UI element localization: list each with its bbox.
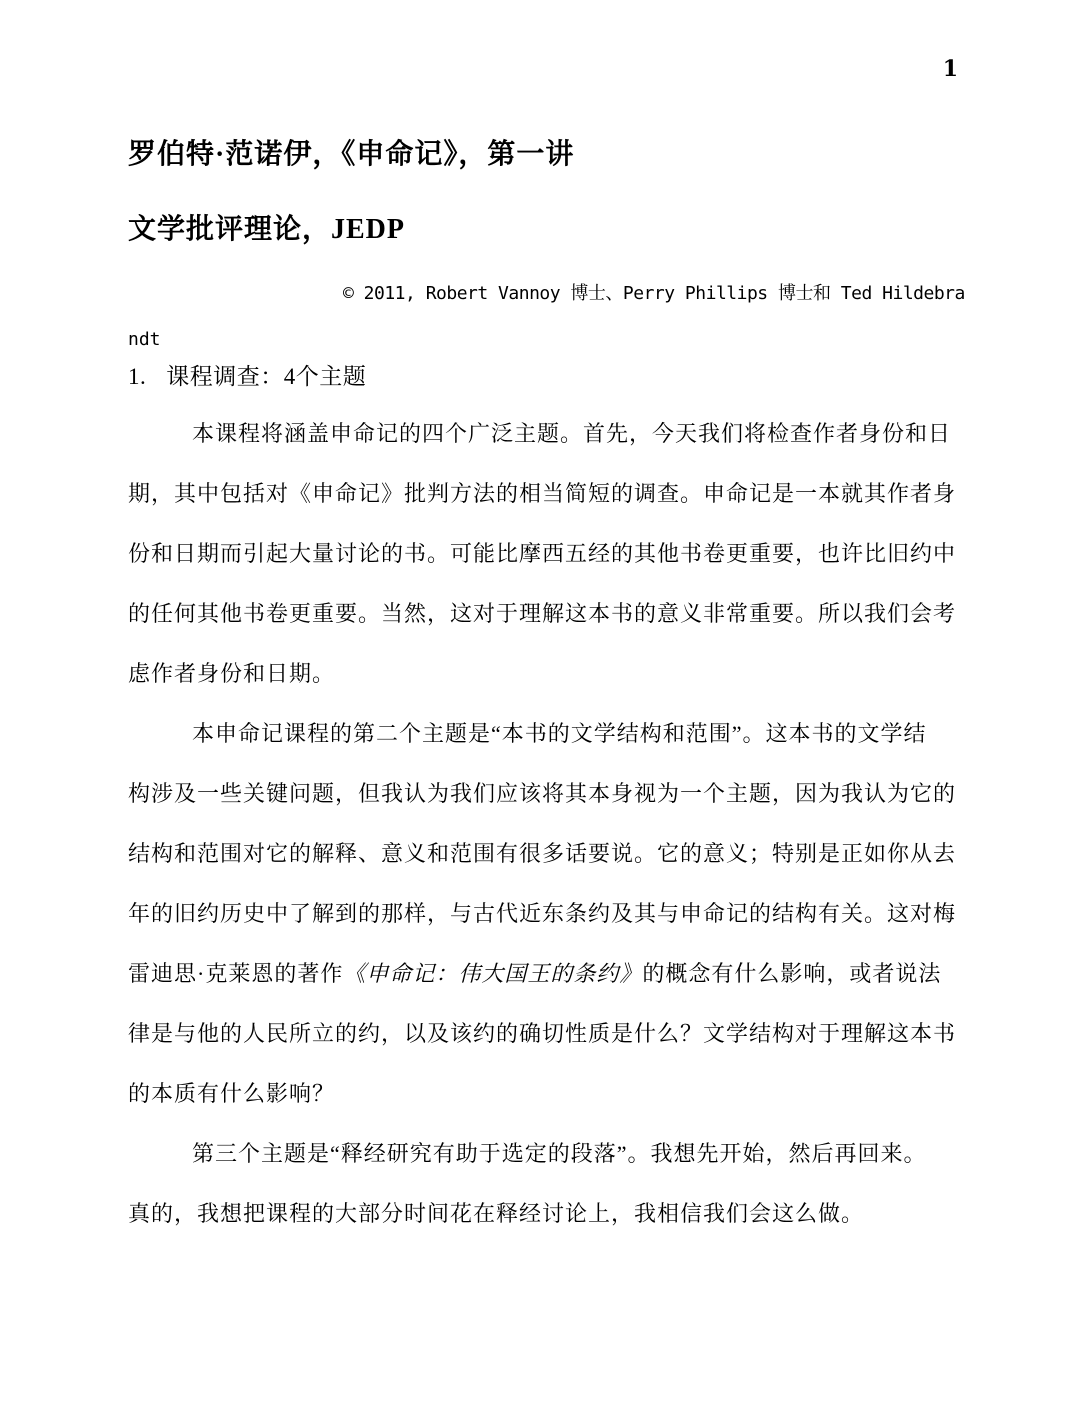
text-line: 构涉及一些关键问题，但我认为我们应该将其本身视为一个主题，因为我认为它的 [128, 781, 957, 806]
document-subtitle: 文学批评理论，JEDP [128, 214, 406, 245]
text-line: 第三个主题是“释经研究有助于选定的段落”。我想先开始，然后再回来。 [192, 1141, 927, 1166]
text-line: 真的，我想把课程的大部分时间花在释经讨论上，我相信我们会这么做。 [128, 1201, 865, 1226]
paragraph-3 [128, 1124, 958, 1244]
copyright-line: © 2011, Robert Vannoy 博士、Perry Phillips 博士和 Ted Hildebra [343, 283, 965, 304]
section-heading [128, 361, 958, 392]
text-segment: 的概念有什么影响，或者说法 [642, 961, 942, 986]
text-line: 期，其中包括对《申命记》批判方法的相当简短的调查。申命记是一本就其作者身 [128, 481, 957, 506]
paragraph-2 [128, 704, 958, 1124]
text-line: 本申命记课程的第二个主题是“本书的文学结构和范围”。这本书的文学结 [192, 721, 927, 746]
document-title: 罗伯特·范诺伊，《申命记》，第一讲 [128, 139, 575, 170]
copyright-line-wrap: ndt [128, 329, 161, 350]
text-line: 结构和范围对它的解释、意义和范围有很多话要说。它的意义；特别是正如你从去 [128, 841, 957, 866]
text-line: 的任何其他书卷更重要。当然，这对于理解这本书的意义非常重要。所以我们会考 [128, 601, 957, 626]
section-heading-number: 1. [128, 364, 147, 389]
text-line: 年的旧约历史中了解到的那样，与古代近东条约及其与申命记的结构有关。这对梅 [128, 901, 957, 926]
paragraph-1 [128, 404, 958, 704]
text-line [128, 944, 958, 1004]
text-line: 份和日期而引起大量讨论的书。可能比摩西五经的其他书卷更重要，也许比旧约中 [128, 541, 957, 566]
page-number: 1 [942, 56, 958, 82]
section-heading-text: 课程调查：4个主题 [166, 364, 367, 389]
document-body [128, 404, 958, 1244]
text-line: 本课程将涵盖申命记的四个广泛主题。首先，今天我们将检查作者身份和日 [192, 421, 952, 446]
text-line: 虑作者身份和日期。 [128, 661, 336, 686]
text-line: 律是与他的人民所立的约，以及该约的确切性质是什么？文学结构对于理解这本书 [128, 1021, 957, 1046]
book-title-italic: 《申命记：伟大国王的条约》 [343, 961, 643, 986]
text-segment: 雷迪思·克莱恩的著作 [128, 961, 344, 986]
text-line: 的本质有什么影响？ [128, 1081, 336, 1106]
